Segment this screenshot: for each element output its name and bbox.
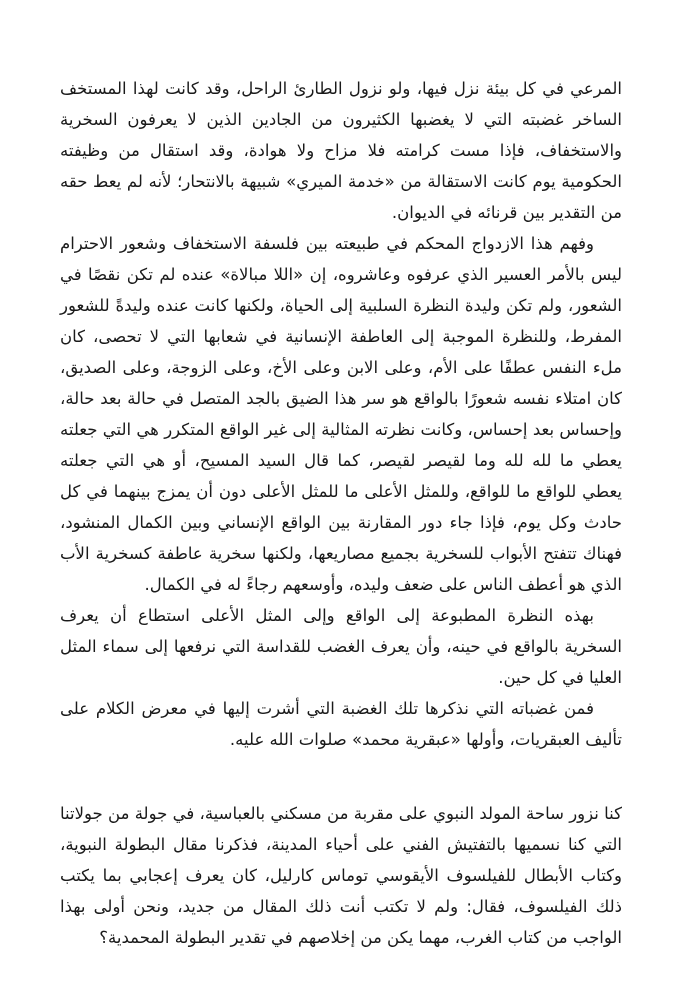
paragraph: كنا نزور ساحة المولد النبوي على مقربة من مسكني بالعباسية، في جولة من جولاتنا التي كنا نسميها بالتفتيش الفني على أحياء المدينة، فذكرنا مقال البطولة النبوية، وكتاب الأبطال للفيلسوف الأيقوسي توماس كارليل، كان يعرف إعجابي بما يكتب ذلك الفيلسوف، فقال: ولم لا تكتب أنت ذلك المقال من جديد، ونحن أولى بهذا الواجب من كتاب الغرب، مهما يكن من إخلاصهم في تقدير البطولة المحمدية؟ bbox=[60, 804, 622, 947]
section-break bbox=[60, 755, 622, 798]
paragraph: فمن غضباته التي نذكرها تلك الغضبة التي أشرت إليها في معرض الكلام على تأليف العبقريات، وأولها «عبقرية محمد» صلوات الله عليه. bbox=[60, 699, 622, 749]
document-page bbox=[60, 73, 622, 953]
paragraph: وفهم هذا الازدواج المحكم في طبيعته بين فلسفة الاستخفاف وشعور الاحترام ليس بالأمر العسير الذي عرفوه وعاشروه، إن «اللا مبالاة» عنده لم تكن نقصًا في الشعور، ولم تكن وليدة النظرة السلبية إلى الحياة، ولكنها كانت عنده وليدةً للشعور المفرط، وللنظرة الموجبة إلى العاطفة الإنسانية في شعابها التي لا تحصى، كان ملء النفس عطفًا على الأم، وعلى الابن وعلى الأخ، وعلى الزوجة، وعلى الصديق، كان امتلاء نفسه شعورًا بالواقع هو سر هذا الضيق بالجد المتصل في حالة بعد حالة، وإحساس بعد إحساس، وكانت نظرته المثالية إلى غير الواقع المتكرر هي التي جعلته يعطي ما لله لله وما لقيصر لقيصر، كما قال السيد المسيح، أو هي التي جعلته يعطي للواقع ما للواقع، وللمثل الأعلى ما للمثل الأعلى دون أن يمزج بينهما في كل حادث وكل يوم، فإذا جاء دور المقارنة بين الواقع الإنساني وبين الكمال المنشود، فهناك تتفتح الأبواب للسخرية بجميع مصاريعها، ولكنها سخرية عاطفة كسخرية الأب الذي هو أعطف الناس على ضعف وليده، وأوسعهم رجاءً له في الكمال. bbox=[60, 234, 622, 594]
paragraph-continued: المرعي في كل بيئة نزل فيها، ولو نزول الطارئ الراحل، وقد كانت لهذا المستخف الساخر غضبته التي لا يغضبها الكثيرون من الجادين الذين لا يعرفون السخرية والاستخفاف، فإذا مست كرامته فلا مزاح ولا هوادة، وقد استقال من وظيفته الحكومية يوم كانت الاستقالة من «خدمة الميري» شبيهة بالانتحار؛ لأنه لم يعط حقه من التقدير بين قرنائه في الديوان. bbox=[60, 79, 622, 222]
section-one bbox=[60, 73, 622, 755]
paragraph: بهذه النظرة المطبوعة إلى الواقع وإلى المثل الأعلى استطاع أن يعرف السخرية بالواقع في حينه، وأن يعرف الغضب للقداسة التي نرفعها إلى سماء المثل العليا في كل حين. bbox=[60, 606, 622, 687]
section-two bbox=[60, 798, 622, 953]
